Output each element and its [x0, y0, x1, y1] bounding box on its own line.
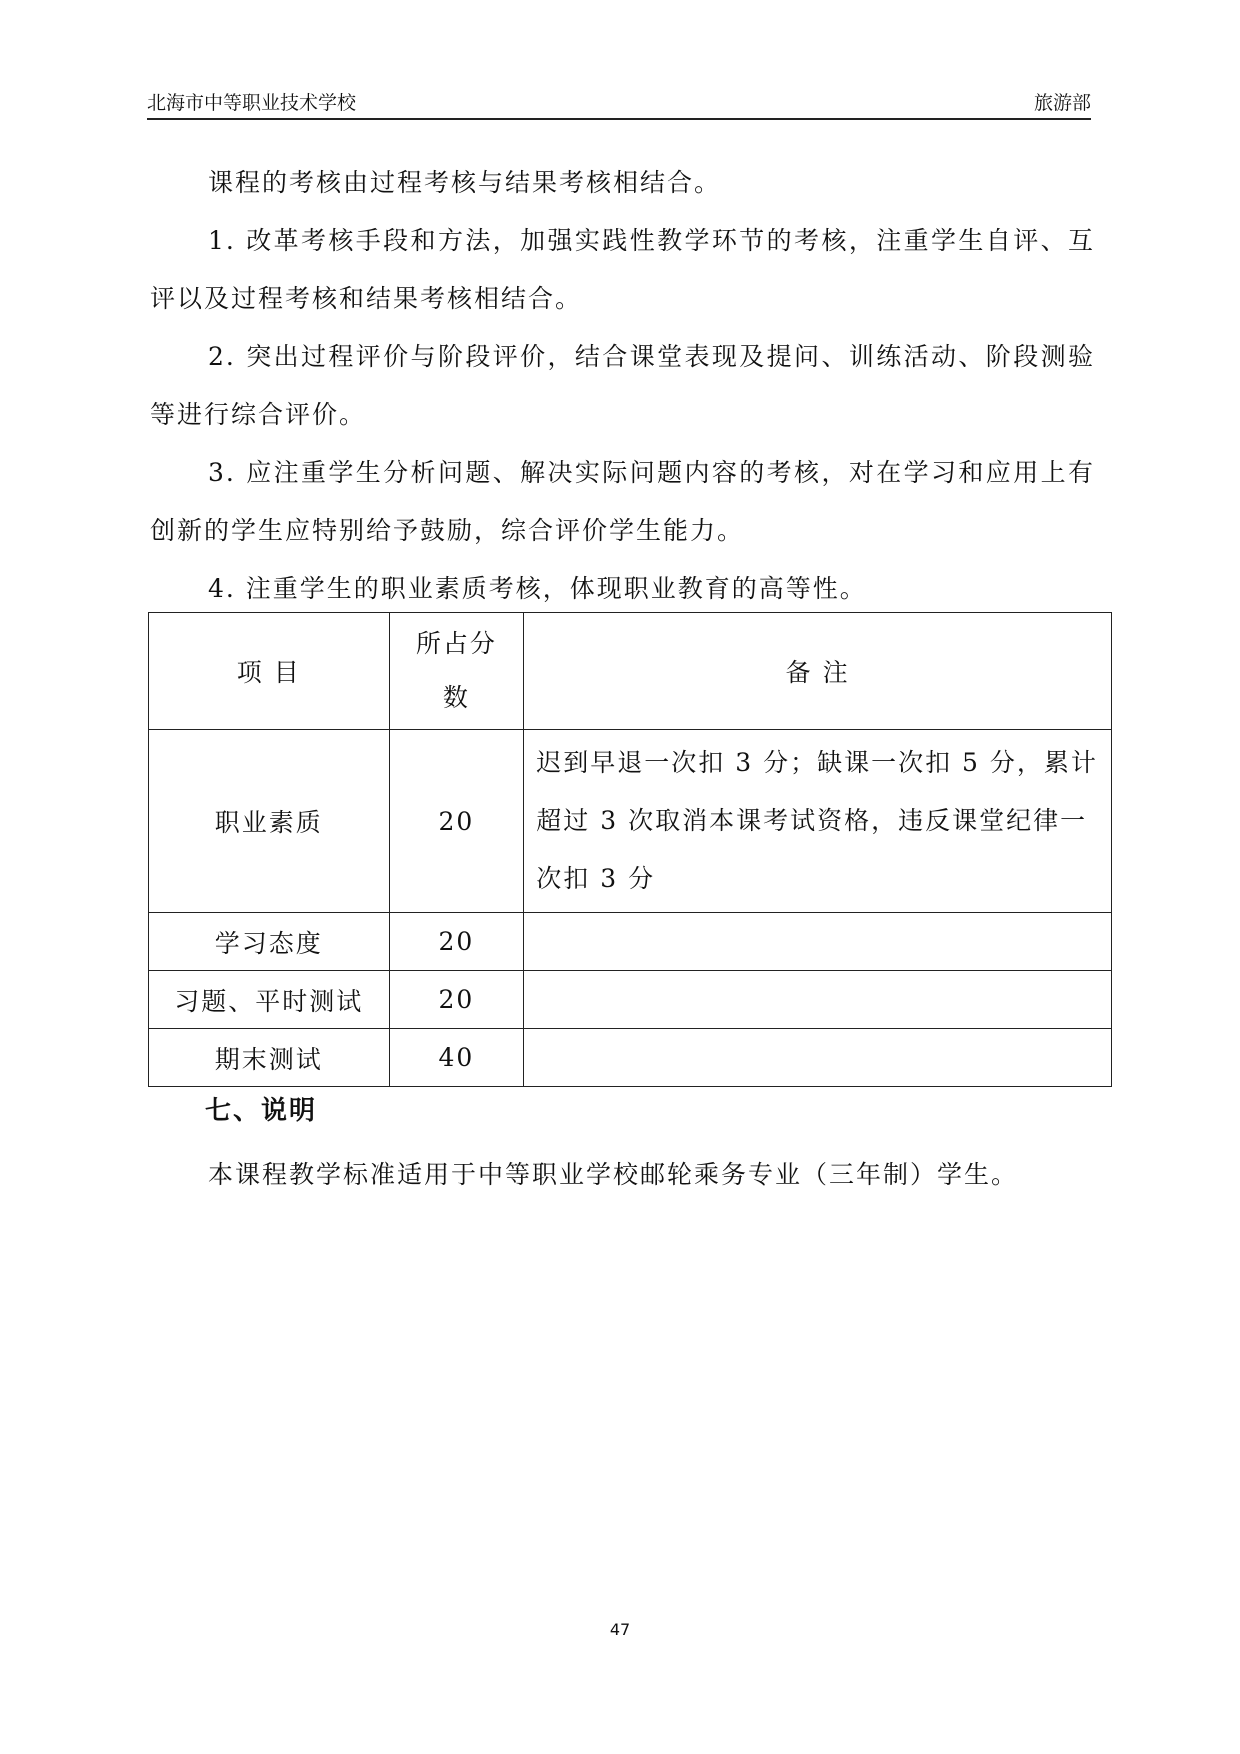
row-note	[524, 913, 1112, 971]
row-item: 职业素质	[149, 730, 390, 913]
header-score	[389, 613, 524, 730]
row-score: 20	[389, 730, 524, 913]
row-score: 20	[389, 971, 524, 1029]
row-note: 迟到早退一次扣 3 分；缺课一次扣 5 分，累计超过 3 次取消本课考试资格，违反课堂纪律一次扣 3 分	[524, 730, 1112, 913]
table-row	[149, 971, 1112, 1029]
table-row	[149, 1029, 1112, 1087]
row-item: 学习态度	[149, 913, 390, 971]
row-score: 40	[389, 1029, 524, 1087]
section-body: 本课程教学标准适用于中等职业学校邮轮乘务专业（三年制）学生。	[208, 1160, 1019, 1189]
header-score-line2: 数	[442, 683, 470, 712]
paragraph-item-3: 3. 应注重学生分析问题、解决实际问题内容的考核，对在学习和应用上有创新的学生应特别给予鼓励，综合评价学生能力。	[150, 458, 1095, 545]
header-item: 项 目	[149, 613, 390, 730]
paragraph-item-4: 4. 注重学生的职业素质考核，体现职业教育的高等性。	[208, 574, 867, 603]
paragraph-intro: 课程的考核由过程考核与结果考核相结合。	[208, 168, 722, 197]
page-number: 47	[609, 1620, 631, 1639]
paragraph-item-1: 1. 改革考核手段和方法，加强实践性教学环节的考核，注重学生自评、互评以及过程考核和结果考核相结合。	[150, 226, 1095, 313]
table-row	[149, 913, 1112, 971]
paragraph-item-2: 2. 突出过程评价与阶段评价，结合课堂表现及提问、训练活动、阶段测验等进行综合评价。	[150, 342, 1095, 429]
header-department: 旅游部	[1033, 92, 1091, 114]
assessment-table	[148, 612, 1112, 1087]
row-note	[524, 1029, 1112, 1087]
row-item: 期末测试	[149, 1029, 390, 1087]
row-item: 习题、平时测试	[149, 971, 390, 1029]
header-note: 备 注	[524, 613, 1112, 730]
section-title: 七、说明	[205, 1096, 318, 1126]
header-score-line1: 所占分	[415, 629, 497, 658]
page-header	[147, 86, 1091, 120]
table-header-row	[149, 613, 1112, 730]
row-score: 20	[389, 913, 524, 971]
row-note	[524, 971, 1112, 1029]
header-school: 北海市中等职业技术学校	[147, 92, 357, 114]
table-row	[149, 730, 1112, 913]
